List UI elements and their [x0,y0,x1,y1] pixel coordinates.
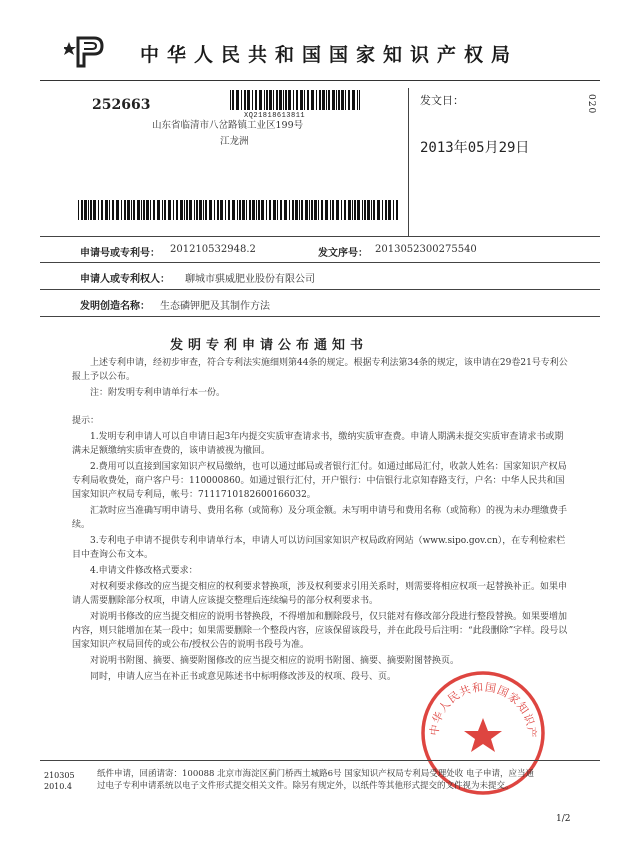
postal-barcode-icon [78,200,400,220]
note-item: 1.发明专利申请人可以自申请日起3年内提交实质审查请求书，缴纳实质审查费。申请人期满未提交实质审查请求书或期满未足额缴纳实质审查费的，该申请被视为撤回。 [72,432,564,456]
app-no: 201210532948.2 [170,244,256,255]
doc-no-label: 发文序号： [318,248,368,259]
send-date-label: 发文日： [420,94,464,107]
footer-text: 纸件申请，回函请寄：100088 北京市海淀区蓟门桥西土城路6号 国家知识产权局专利局受理处收 电子申请，应当通过电子专利申请系统以电子文件形式提交相关文件。除另有规定外，以纸件等其他形式提交的文件视为未提交。 [97,769,534,791]
invention-label: 发明创造名称： [80,301,150,312]
row-divider [40,316,600,317]
page-number: 1/2 [556,814,571,824]
row-divider [40,236,600,237]
header-divider [40,80,600,81]
send-date: 2013年05月29日 [420,140,530,156]
form-code-number: 210305 [44,771,75,780]
sipo-logo-icon [64,34,104,68]
address-divider [408,88,409,236]
note-item: 2.费用可以直接到国家知识产权局缴纳，也可以通过邮局或者银行汇付。如通过邮局汇付，收款人姓名：国家知识产权局专利局收费处，商户客户号：110000860。如通过银行汇付，开户银行：中信银行北京知春路支行，户名：中华人民共和国国家知识产权局专利局，帐号：7111710182600166032。 [72,462,567,500]
form-code [44,770,75,792]
note-item: 对权利要求修改的应当提交相应的权利要求替换项，涉及权利要求引用关系时，则需要将相应权项一起替换补正。如果申请人需要删除部分权项，申请人应该提交整理后连续编号的部分权利要求书。 [72,582,568,606]
note-item: 3.专利电子申请不提供专利申请单行本，申请人可以访问国家知识产权局政府网站（www.sipo.gov.cn），在专利检索栏目中查询公布文本。 [72,536,566,560]
svg-text:中华人民共和国国家知识产权局: 中华人民共和国国家知识产 [427,680,539,740]
notes-heading: 提示： [72,416,100,426]
app-no-label: 申请号或专利号： [80,248,160,259]
org-title: 中华人民共和国国家知识产权局 [140,44,519,66]
notes-section [72,414,572,686]
row-divider [40,262,600,263]
doc-no: 2013052300275540 [375,244,477,255]
recipient-address: 山东省临清市八岔路镇工业区199号 [152,120,304,131]
row-divider [40,289,600,290]
note-item: 4.申请文件修改格式要求： [90,566,198,576]
attachment-note: 注：附发明专利申请单行本一份。 [90,388,226,398]
note-item: 对说明书修改的应当提交相应的说明书替换段，不得增加和删除段号，仅只能对有修改部分段进行整段替换。如果要增加内容，则只能增加在某一段中；如果需要删除一个整段内容，应该保留该段号，并在此段号后注明：“此段删除”字样。段号以国家知识产权局回传的或公布/授权公告的说明书段号为准。 [72,612,568,650]
body-text [72,356,572,402]
invention-name: 生态磷钾肥及其制作方法 [160,301,270,312]
note-item: 汇款时应当准确写明申请号、费用名称（或简称）及分项金额。未写明申请号和费用名称（或简称）的视为未办理缴费手续。 [72,506,568,530]
notice-number: 252663 [92,97,151,113]
body-paragraph: 上述专利申请，经初步审查，符合专利法实施细则第44条的规定。根据专利法第34条的规定，该申请在29卷21号专利公报上予以公布。 [72,358,568,382]
applicant: 聊城市骐威肥业股份有限公司 [185,274,315,285]
barcode-icon [230,90,360,110]
document-title: 发明专利申请公布通知书 [170,338,369,353]
barcode-text: XQ21818613811 [244,112,306,120]
recipient-name: 江龙洲 [220,136,249,147]
form-code-date: 2010.4 [44,782,72,791]
applicant-label: 申请人或专利权人： [80,274,170,285]
side-code: 020 [586,94,596,115]
note-item: 同时，申请人应当在补正书或意见陈述书中标明修改涉及的权项、段号、页。 [90,672,397,682]
footer-divider [40,760,600,761]
note-item: 对说明书附图、摘要、摘要附图修改的应当提交相应的说明书附图、摘要、摘要附图替换页。 [90,656,460,666]
